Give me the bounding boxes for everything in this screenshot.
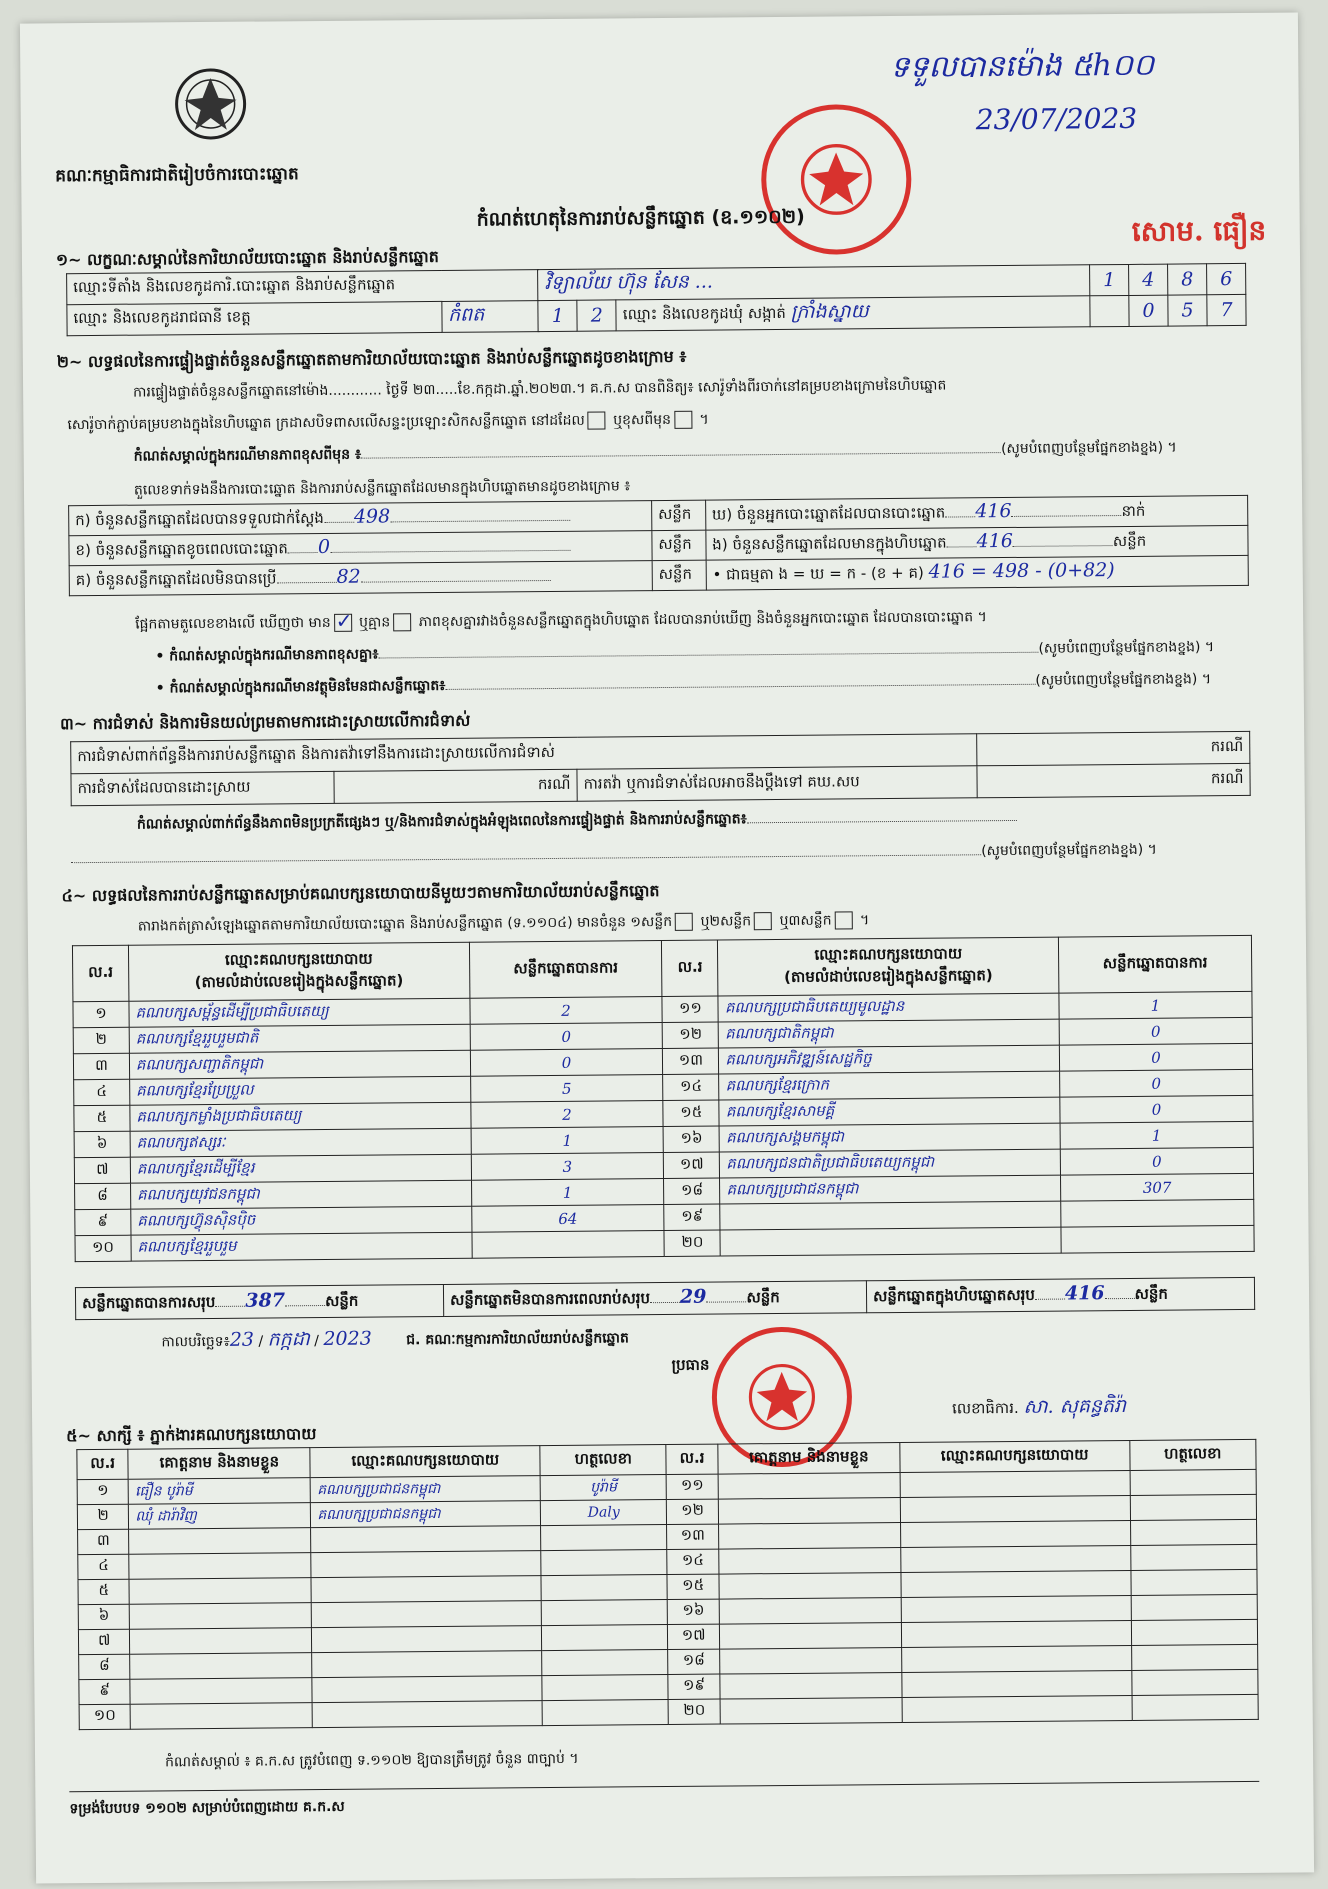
province-code-2: 2 xyxy=(577,300,616,331)
verification-line4: តួលេខទាក់ទងនឹងការបោះឆ្នោត និងការរាប់សន្លឹកឆ្នោតដែលមានក្នុងហិបឆ្នោតមានដូចខាងក្រោម ៖ xyxy=(133,478,631,499)
different-checkbox[interactable] xyxy=(674,411,692,429)
party-name: គណបក្សខ្មែរដើម្បីខ្មែរ xyxy=(130,1154,471,1183)
received-ballots-value: 498 xyxy=(353,505,391,528)
commune-code-1: 0 xyxy=(1129,295,1168,326)
witness-name xyxy=(720,1697,902,1724)
received-note: ទទួលបានម៉ោង ៥h០០ xyxy=(890,47,1155,86)
location-value: វិទ្យាល័យ ហ៊ុន សែន ... xyxy=(538,265,1090,301)
witness-signature xyxy=(1131,1669,1258,1695)
party-votes: 2 xyxy=(470,1101,663,1129)
witness-no: ៩ xyxy=(79,1679,131,1704)
witness-signature: បូរ៉ាមី xyxy=(540,1475,666,1501)
party-votes: 2 xyxy=(469,997,662,1025)
witness-signature xyxy=(1130,1544,1257,1570)
party-votes: 1 xyxy=(1060,1121,1253,1149)
party-no: ៣ xyxy=(73,1053,129,1079)
witness-no: ១៨ xyxy=(668,1649,720,1674)
party-no: ១៩ xyxy=(664,1204,720,1230)
receiver-name: សោម. ធឿន xyxy=(1131,213,1267,248)
location-code-2: 4 xyxy=(1129,264,1168,295)
witness-no: ១៧ xyxy=(668,1624,720,1649)
col-party-right: ឈ្មោះគណបក្សនយោបាយ (តាមលំដាប់លេខរៀងក្នុងសន្លឹកឆ្នោត) xyxy=(718,937,1059,996)
witness-party xyxy=(312,1651,542,1678)
witness-party xyxy=(311,1526,541,1553)
witness-name xyxy=(129,1578,311,1605)
witness-signature xyxy=(541,1550,667,1576)
witness-no: ៧ xyxy=(78,1629,130,1654)
party-name: គណបក្សប្រជាធិបតេយ្យមូលដ្ឋាន xyxy=(718,993,1059,1022)
commune-cell: ឈ្មោះ និងលេខកូដឃុំ សង្កាត់ ក្រាំងស្នាយ xyxy=(616,296,1090,331)
witness-party xyxy=(901,1595,1131,1622)
two-sheets-checkbox[interactable] xyxy=(754,912,772,930)
party-name: គណបក្សជាតិកម្ពុជា xyxy=(719,1019,1060,1048)
box-ballots-value: 416 xyxy=(976,529,1013,553)
witness-name xyxy=(719,1622,901,1649)
witness-name xyxy=(129,1553,311,1580)
witness-party xyxy=(901,1545,1131,1572)
party-votes: 0 xyxy=(470,1049,663,1077)
party-no: ១៥ xyxy=(663,1100,719,1126)
party-votes: 0 xyxy=(470,1023,663,1051)
form-footer: ទម្រង់បែបបទ ១១០២ សម្រាប់បំពេញដោយ គ.ក.ស xyxy=(69,1798,345,1818)
commune-code-3: 7 xyxy=(1207,294,1246,325)
party-no: ១១ xyxy=(662,996,718,1022)
witness-no: ១៤ xyxy=(667,1549,719,1574)
bullet-difference-note: • កំណត់សម្គាល់ក្នុងករណីមានភាពខុសគ្នា៖ (សូមបំពេញបន្ថែមផ្នែកខាងខ្នង) ។ xyxy=(155,639,1215,665)
witness-table: ល.រ គោត្តនាម និងនាមខ្លួន ឈ្មោះគណបក្សនយោបាយ ហត្ថលេខា ល.រ គោត្តនាម និងនាមខ្លួន ឈ្មោះគណបក្សនយោបាយ ហត្ថលេខា ១ ធឿន បូរ៉ាមី គណបក្សប្រជាជនកម្ពុជា បូរ៉ាមី ១១ ២ ឈុំ ដារ៉ាវិញ គណបក្សប្រជាជនកម្ពុជា Daly ១២ ៣ ១៣ ៤ ១៤ ៥ ១៥ ៦ ១៦ ៧ ១៧ ៨ ១៨ ៩ ១៩ ១០ ២០ xyxy=(76,1439,1258,1730)
party-no: ៩ xyxy=(75,1209,131,1235)
witness-name xyxy=(129,1528,311,1555)
unused-ballots-value: 82 xyxy=(336,565,361,588)
party-no: ៥ xyxy=(74,1105,130,1131)
party-name: គណបក្សអភិវឌ្ឍន៍សេដ្ឋកិច្ច xyxy=(719,1045,1060,1074)
witness-no: ៤ xyxy=(78,1554,130,1579)
witness-party xyxy=(901,1570,1131,1597)
witness-party xyxy=(900,1520,1130,1547)
nec-emblem-icon xyxy=(170,64,251,145)
witness-no: ១៦ xyxy=(668,1599,720,1624)
form-sheet xyxy=(20,12,1314,1883)
witness-signature xyxy=(1132,1694,1259,1720)
witness-name xyxy=(130,1678,312,1705)
verification-line1: ការផ្ទៀងផ្ទាត់ចំនួនសន្លឹកឆ្នោតនៅម៉ោង............ ថ្ងៃទី ២៣.....ខែ.កក្កដា.ឆ្នាំ.២០២៣.។ គ.ក.ស បានពិនិត្យ៖ សោរ៉ូទាំងពីរចាក់នៅគម្របខាងក្រោមនៃហិបឆ្នោត xyxy=(133,377,947,401)
party-name: គណបក្សខ្មែរប្រែប្រួល xyxy=(130,1076,471,1105)
irregularities-note: កំណត់សម្គាល់ពាក់ព័ន្ធនឹងភាពមិនប្រក្រតីផ្សេងៗ ឬ/និងការជំទាស់ក្នុងអំឡុងពេលនៃការផ្ទៀងផ្ទាត់ និងការរាប់សន្លឹកឆ្នោត៖ xyxy=(137,805,1247,836)
party-votes: 64 xyxy=(471,1205,664,1233)
witness-name xyxy=(719,1547,901,1574)
witness-no: ១១ xyxy=(667,1474,719,1499)
party-votes xyxy=(1061,1225,1254,1253)
witness-party xyxy=(902,1695,1132,1722)
col-votes-right: សន្លឹកឆ្នោតបានការ xyxy=(1058,935,1251,993)
secretary-line: លេខាធិការ. សា. សុគន្ធតិរ៉ា xyxy=(951,1395,1127,1418)
witness-party xyxy=(901,1620,1131,1647)
voters-value: 416 xyxy=(975,499,1012,523)
date-line: កាលបរិច្ឆេទ៖23 / កក្កដា / 2023 ជ. គណៈកម្មការការិយាល័យរាប់សន្លឹកឆ្នោត xyxy=(161,1327,629,1351)
total-box-value: 416 xyxy=(1064,1282,1105,1305)
party-name xyxy=(720,1227,1061,1256)
witness-name xyxy=(718,1497,900,1524)
witness-name xyxy=(720,1672,902,1699)
witness-party xyxy=(313,1701,543,1728)
party-votes: 0 xyxy=(1060,1147,1253,1175)
witness-signature xyxy=(541,1525,667,1551)
party-votes: 3 xyxy=(471,1153,664,1181)
witness-party xyxy=(312,1626,542,1653)
party-name: គណបក្សសម្ព័ន្ធដើម្បីប្រជាធិបតេយ្យ xyxy=(129,998,470,1027)
location-code-4: 6 xyxy=(1207,263,1246,294)
witness-signature xyxy=(542,1625,668,1651)
section5-title: ៥~ សាក្សី ៖ ភ្នាក់ងារគណបក្សនយោបាយ xyxy=(66,1424,317,1446)
witness-signature xyxy=(542,1675,668,1701)
party-name: គណបក្សខ្មែរសាមគ្គី xyxy=(719,1097,1060,1126)
witness-signature: Daly xyxy=(541,1500,667,1526)
witness-signature xyxy=(1131,1569,1258,1595)
party-no: ១៧ xyxy=(664,1152,720,1178)
totals-table: សន្លឹកឆ្នោតបានការសរុប 387 សន្លឹក សន្លឹកឆ្នោតមិនបានការពេលរាប់សរុប 29 សន្លឹក សន្លឹកឆ្នោតក្នុងហិបឆ្នោតសរុប 416 សន្លឹក xyxy=(75,1277,1255,1320)
location-code-3: 8 xyxy=(1168,264,1207,295)
witness-no: ៣ xyxy=(78,1529,130,1554)
witness-signature xyxy=(542,1700,668,1726)
col-no: ល.រ xyxy=(72,945,128,1001)
party-votes: 1 xyxy=(1059,991,1252,1019)
party-name: គណបក្សយុវជនកម្ពុជា xyxy=(130,1180,471,1209)
party-no: ១០ xyxy=(75,1235,131,1261)
witness-name xyxy=(130,1603,312,1630)
party-votes: 0 xyxy=(1060,1069,1253,1097)
witness-name: ឈុំ ដារ៉ាវិញ xyxy=(129,1503,311,1530)
witness-name xyxy=(719,1597,901,1624)
party-no: ៦ xyxy=(74,1131,130,1157)
verification-line3: កំណត់សម្គាល់ក្នុងករណីមានភាពខុសពីមុន ៖ (សូមបំពេញបន្ថែមផ្នែកខាងខ្នង) ។ xyxy=(133,439,1177,465)
party-name: គណបក្សខ្មែររួបរួមជាតិ xyxy=(129,1024,470,1053)
witness-signature xyxy=(1130,1519,1257,1545)
witness-no: ៨ xyxy=(79,1654,131,1679)
received-date: 23/07/2023 xyxy=(975,101,1138,137)
commune-code-2: 5 xyxy=(1168,295,1207,326)
col-party: ឈ្មោះគណបក្សនយោបាយ (តាមលំដាប់លេខរៀងក្នុងសន្លឹកឆ្នោត) xyxy=(128,942,469,1001)
party-no: ១៦ xyxy=(664,1126,720,1152)
witness-name xyxy=(718,1472,900,1499)
party-name: គណបក្សកម្លាំងប្រជាធិបតេយ្យ xyxy=(130,1102,471,1131)
party-votes: 1 xyxy=(471,1179,664,1207)
section1-table xyxy=(66,263,1247,336)
section4-intro: តារាងកត់ត្រាសំឡេងឆ្នោតតាមការិយាល័យបោះឆ្នោត និងរាប់សន្លឹកឆ្នោត (ទ.១១០៤) មានចំនួន ១សន្លឹក ឬ២សន្លឹក ឬ៣សន្លឹក ។ xyxy=(137,912,870,935)
irregularities-line: (សូមបំពេញបន្ថែមផ្នែកខាងខ្នង) ។ xyxy=(71,839,1251,870)
section3-title: ៣~ ការជំទាស់ និងការមិនយល់ព្រមតាមការដោះស្រាយលើការជំទាស់ xyxy=(59,710,471,734)
party-name: គណបក្សជនជាតិប្រជាធិបតេយ្យកម្ពុជា xyxy=(720,1149,1061,1178)
party-results-table xyxy=(72,935,1255,1262)
witness-name xyxy=(130,1653,312,1680)
party-no: ២ xyxy=(73,1027,129,1053)
witness-party xyxy=(311,1551,541,1578)
witness-signature xyxy=(1131,1594,1258,1620)
party-name: គណបក្សឥស្សរៈ xyxy=(130,1128,471,1157)
form-title: កំណត់ហេតុនៃការរាប់សន្លឹកឆ្នោត (ឧ.១១០២) xyxy=(476,205,805,231)
witness-no: ១៥ xyxy=(667,1574,719,1599)
bullet-object-note: • កំណត់សម្គាល់ក្នុងករណីមានវត្ថុមិនមែនជាសន្លឹកឆ្នោត៖ (សូមបំពេញបន្ថែមផ្នែកខាងខ្នង) ។ xyxy=(155,671,1212,697)
party-votes: 307 xyxy=(1060,1173,1253,1201)
party-name: គណបក្សប្រជាជនកម្ពុជា xyxy=(720,1175,1061,1204)
party-name: គណបក្សហ៊្វុនស៊ិនប៉ិច xyxy=(131,1206,472,1235)
party-name: គណបក្សសង្គមកម្ពុជា xyxy=(719,1123,1060,1152)
party-votes xyxy=(471,1231,664,1259)
same-checkbox[interactable] xyxy=(588,412,606,430)
party-name: គណបក្សសញ្ជាតិកម្ពុជា xyxy=(129,1050,470,1079)
party-no: ១៨ xyxy=(664,1178,720,1204)
one-sheet-checkbox[interactable] xyxy=(675,913,693,931)
witness-party xyxy=(902,1645,1132,1672)
party-votes: 0 xyxy=(1060,1095,1253,1123)
party-votes xyxy=(1061,1199,1254,1227)
witness-party xyxy=(900,1495,1130,1522)
witness-name xyxy=(130,1703,312,1730)
section1-title: ១~ លក្ខណៈសម្គាល់នៃការិយាល័យបោះឆ្នោត និងរាប់សន្លឹកឆ្នោត xyxy=(55,246,439,270)
witness-no: ៥ xyxy=(78,1579,130,1604)
total-invalid-value: 29 xyxy=(679,1285,707,1308)
section4-title: ៤~ លទ្ធផលនៃការរាប់សន្លឹកឆ្នោតសម្រាប់គណបក្សនយោបាយនីមួយៗតាមការិយាល័យរាប់សន្លឹកឆ្នោត xyxy=(61,881,660,906)
difference-no-checkbox[interactable] xyxy=(393,613,411,631)
spoiled-ballots-value: 0 xyxy=(317,535,331,559)
party-no: ៧ xyxy=(74,1157,130,1183)
witness-no: ១៩ xyxy=(668,1674,720,1699)
party-no: ១២ xyxy=(663,1022,719,1048)
witness-name xyxy=(718,1522,900,1549)
witness-signature xyxy=(1131,1619,1258,1645)
witness-no: ៦ xyxy=(78,1604,130,1629)
party-no: ១៤ xyxy=(663,1074,719,1100)
location-label: ឈ្មោះទីតាំង និងលេខកូដការិ.បោះឆ្នោត និងរាប់សន្លឹកឆ្នោត xyxy=(67,270,539,305)
witness-signature xyxy=(1130,1494,1257,1520)
party-no: ៨ xyxy=(75,1183,131,1209)
party-votes: 5 xyxy=(470,1075,663,1103)
col-votes: សន្លឹកឆ្នោតបានការ xyxy=(469,941,662,999)
three-sheets-checkbox[interactable] xyxy=(834,911,852,929)
col-no-right: ល.រ xyxy=(662,940,718,996)
province-label: ឈ្មោះ និងលេខកូដរាជធានី ខេត្ត xyxy=(67,301,442,335)
footer-line xyxy=(69,1781,1259,1792)
witness-no: ២០ xyxy=(669,1699,721,1724)
witness-no: ១២ xyxy=(667,1499,719,1524)
witness-party: គណបក្សប្រជាជនកម្ពុជា xyxy=(311,1476,541,1503)
witness-signature xyxy=(1131,1644,1258,1670)
province-value: កំពត xyxy=(441,301,538,333)
party-no: ១ xyxy=(73,1001,129,1027)
province-code-1: 1 xyxy=(538,300,577,331)
witness-name xyxy=(719,1572,901,1599)
witness-party xyxy=(312,1676,542,1703)
objections-table: ការជំទាស់ពាក់ព័ន្ធនឹងការរាប់សន្លឹកឆ្នោត និងការតវ៉ាទៅនឹងការដោះស្រាយលើការជំទាស់ ករណី ការជំទាស់ដែលបានដោះស្រាយ ករណី ការតវ៉ា ឬការជំទាស់ដែលអាចនឹងប្តឹងទៅ គឃ.សប ករណី xyxy=(70,731,1251,806)
witness-name xyxy=(719,1647,901,1674)
party-votes: 0 xyxy=(1059,1043,1252,1071)
witness-no: ១ xyxy=(77,1479,129,1504)
witness-no: ១៣ xyxy=(667,1524,719,1549)
witness-signature xyxy=(541,1600,667,1626)
party-name: គណបក្សខ្មែរក្រោក xyxy=(719,1071,1060,1100)
witness-signature xyxy=(541,1575,667,1601)
witness-name: ធឿន បូរ៉ាមី xyxy=(128,1478,310,1505)
verification-line2: សោរ៉ូចាក់ភ្ជាប់គម្របខាងក្នុងនៃហិបឆ្នោត ក្រដាសបិទពាសលើសន្ទះប្រឡោះសិកសន្លឹកឆ្នោត នៅដដែល ឬខុសពីមុន ។ xyxy=(67,411,709,434)
difference-yes-checkbox[interactable]: ✓ xyxy=(335,608,353,633)
chair-label: ប្រធាន xyxy=(671,1355,710,1374)
total-valid-value: 387 xyxy=(245,1289,286,1312)
witness-party xyxy=(311,1576,541,1603)
witness-no: ១០ xyxy=(79,1704,131,1729)
party-name xyxy=(720,1201,1061,1230)
party-votes: 1 xyxy=(471,1127,664,1155)
ballot-figures-table: ក) ចំនួនសន្លឹកឆ្នោតដែលបានទទួលជាក់ស្តែង 498 សន្លឹក ឃ) ចំនួនអ្នកបោះឆ្នោតដែលបានបោះឆ្នោត 416 នាក់ ខ) ចំនួនសន្លឹកឆ្នោតខូចពេលបោះឆ្នោត 0 សន្លឹក ង) ចំនួនសន្លឹកឆ្នោតដែលមានក្នុងហិបឆ្នោត 416 សន្លឹក គ) ចំនួនសន្លឹកឆ្នោតដែលមិនបានប្រើ 82 សន្លឹក • ជាធម្មតា ង = ឃ = ក - (ខ + គ) 416 = 498 - (0+82) xyxy=(68,495,1249,596)
witness-party xyxy=(312,1601,542,1628)
witness-party: គណបក្សប្រជាជនកម្ពុជា xyxy=(311,1501,541,1528)
witness-name xyxy=(130,1628,312,1655)
party-votes: 0 xyxy=(1059,1017,1252,1045)
witness-party xyxy=(900,1470,1130,1497)
party-no: ២០ xyxy=(664,1230,720,1256)
party-no: ១៣ xyxy=(663,1048,719,1074)
section2-title: ២~ លទ្ធផលនៃការផ្ទៀងផ្ទាត់ចំនួនសន្លឹកឆ្នោតតាមការិយាល័យបោះឆ្នោត និងរាប់សន្លឹកឆ្នោតដូចខាងក្រោម ៖ xyxy=(56,346,687,372)
party-no: ៤ xyxy=(74,1079,130,1105)
footnote: កំណត់សម្គាល់ ៖ គ.ក.ស ត្រូវបំពេញ ទ.១១០២ ឱ្យបានត្រឹមត្រូវ ចំនួន ៣ច្បាប់ ។ xyxy=(165,1750,579,1771)
witness-no: ២ xyxy=(77,1504,129,1529)
commission-name: គណៈកម្មាធិការជាតិរៀបចំការបោះឆ្នោត xyxy=(55,164,299,187)
witness-party xyxy=(902,1670,1132,1697)
witness-signature xyxy=(542,1650,668,1676)
formula-check-value: 416 = 498 - (0+82) xyxy=(928,559,1115,583)
difference-line: ផ្អែកតាមតួលេខខាងលើ ឃើញថា មាន ✓ ឬគ្មាន ភាពខុសគ្នារវាងចំនួនសន្លឹកឆ្នោតក្នុងហិបឆ្នោត ដែលបានរាប់ឃើញ និងចំនួនអ្នកបោះឆ្នោត ដែលបានបោះឆ្នោត ។ xyxy=(135,608,987,633)
party-name: គណបក្សខ្មែររួបរួម xyxy=(131,1232,472,1261)
witness-signature xyxy=(1130,1469,1257,1495)
location-code-1: 1 xyxy=(1090,264,1129,295)
